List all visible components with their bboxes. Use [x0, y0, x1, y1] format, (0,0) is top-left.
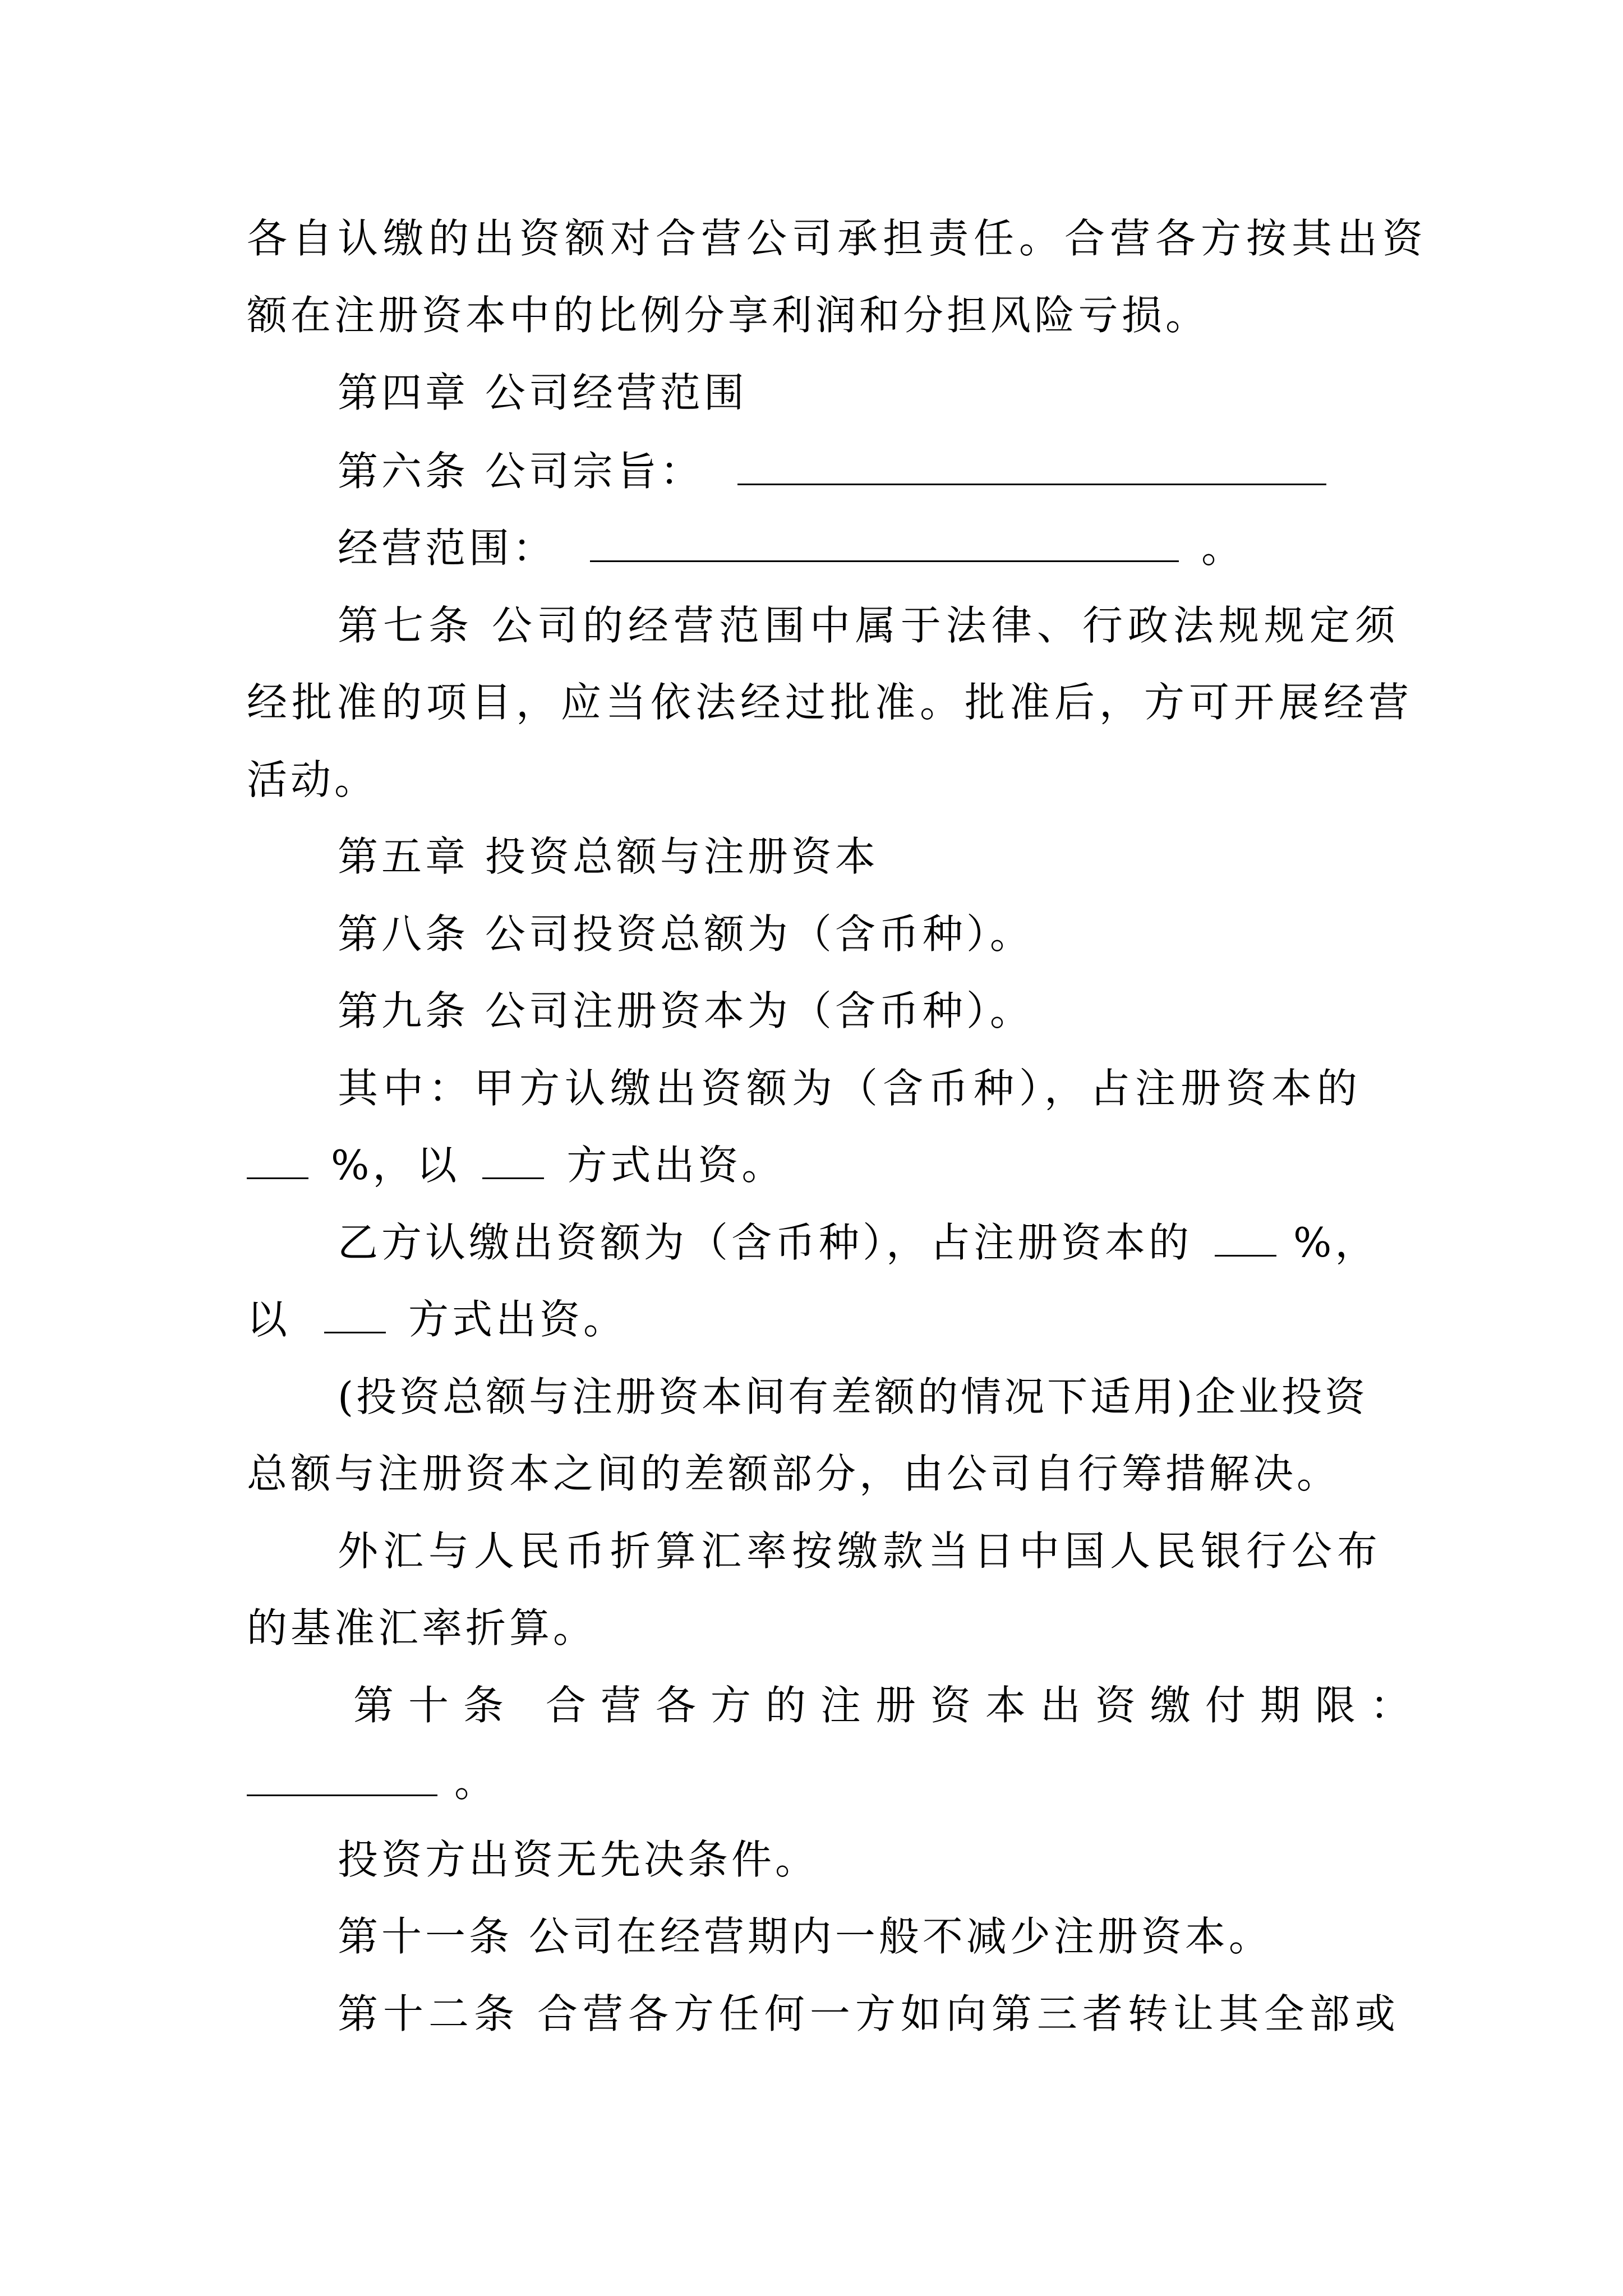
paragraph-line: 经批准的项目，应当依法经过批准。批准后，方可开展经营 — [247, 679, 1414, 726]
blank-underline — [737, 450, 1326, 485]
paragraph-line: 第七条 公司的经营范围中属于法律、行政法规规定须 — [338, 602, 1400, 649]
business-scope — [338, 520, 1245, 576]
paragraph-line: (投资总额与注册资本间有差额的情况下适用)企业投资 — [338, 1373, 1368, 1420]
blank-underline — [590, 527, 1179, 562]
paragraph-line: 第九条 公司注册资本为（含币种）。 — [338, 987, 1034, 1034]
paragraph-line — [247, 1137, 785, 1193]
party-b-text: 乙方认缴出资额为（含币种），占注册资本的 — [338, 1219, 1193, 1266]
paragraph-line: 第八条 公司投资总额为（含币种）。 — [338, 910, 1034, 958]
period: 。 — [1201, 524, 1246, 572]
chapter-heading: 第四章 公司经营范围 — [338, 369, 748, 416]
paragraph-line: 投资方出资无先决条件。 — [338, 1836, 819, 1883]
method-text: 方式出资。 — [408, 1296, 628, 1343]
article-ten: 第十条 合营各方的注册资本出资缴付期限： — [353, 1682, 1425, 1729]
article-purpose — [338, 443, 1326, 499]
method-text: 方式出资。 — [566, 1142, 786, 1189]
blank-underline — [482, 1144, 544, 1179]
paragraph-line: 各自认缴的出资额对合营公司承担责任。合营各方按其出资 — [247, 215, 1428, 262]
paragraph-line — [247, 1754, 498, 1810]
paragraph-line: 第十一条 公司在经营期内一般不减少注册资本。 — [338, 1913, 1272, 1960]
paragraph-line: 额在注册资本中的比例分享利润和分担风险亏损。 — [247, 292, 1210, 339]
paragraph-line: 其中：甲方认缴出资额为（含币种），占注册资本的 — [338, 1065, 1363, 1112]
blank-underline — [247, 1144, 308, 1179]
percent-text: %， — [1293, 1219, 1379, 1266]
chapter-heading: 第五章 投资总额与注册资本 — [338, 833, 879, 880]
period: 。 — [454, 1759, 499, 1806]
article-purpose-label: 第六条 公司宗旨： — [338, 448, 704, 495]
paragraph-line: 总额与注册资本之间的差额部分，由公司自行筹措解决。 — [247, 1450, 1341, 1497]
percent-text: %，以 — [331, 1142, 460, 1189]
paragraph-line — [338, 1214, 1378, 1271]
paragraph-line: 的基准汇率折算。 — [247, 1604, 597, 1651]
by-text: 以 — [247, 1296, 291, 1343]
blank-underline — [1215, 1221, 1276, 1257]
paragraph-line — [247, 1291, 627, 1347]
business-scope-label: 经营范围： — [338, 524, 557, 572]
blank-underline — [247, 1761, 437, 1796]
paragraph-line: 第十二条 合营各方任何一方如向第三者转让其全部或 — [338, 1990, 1400, 2037]
paragraph-line: 外汇与人民币折算汇率按缴款当日中国人民银行公布 — [338, 1527, 1383, 1575]
blank-underline — [324, 1298, 386, 1333]
paragraph-line: 活动。 — [247, 756, 379, 803]
